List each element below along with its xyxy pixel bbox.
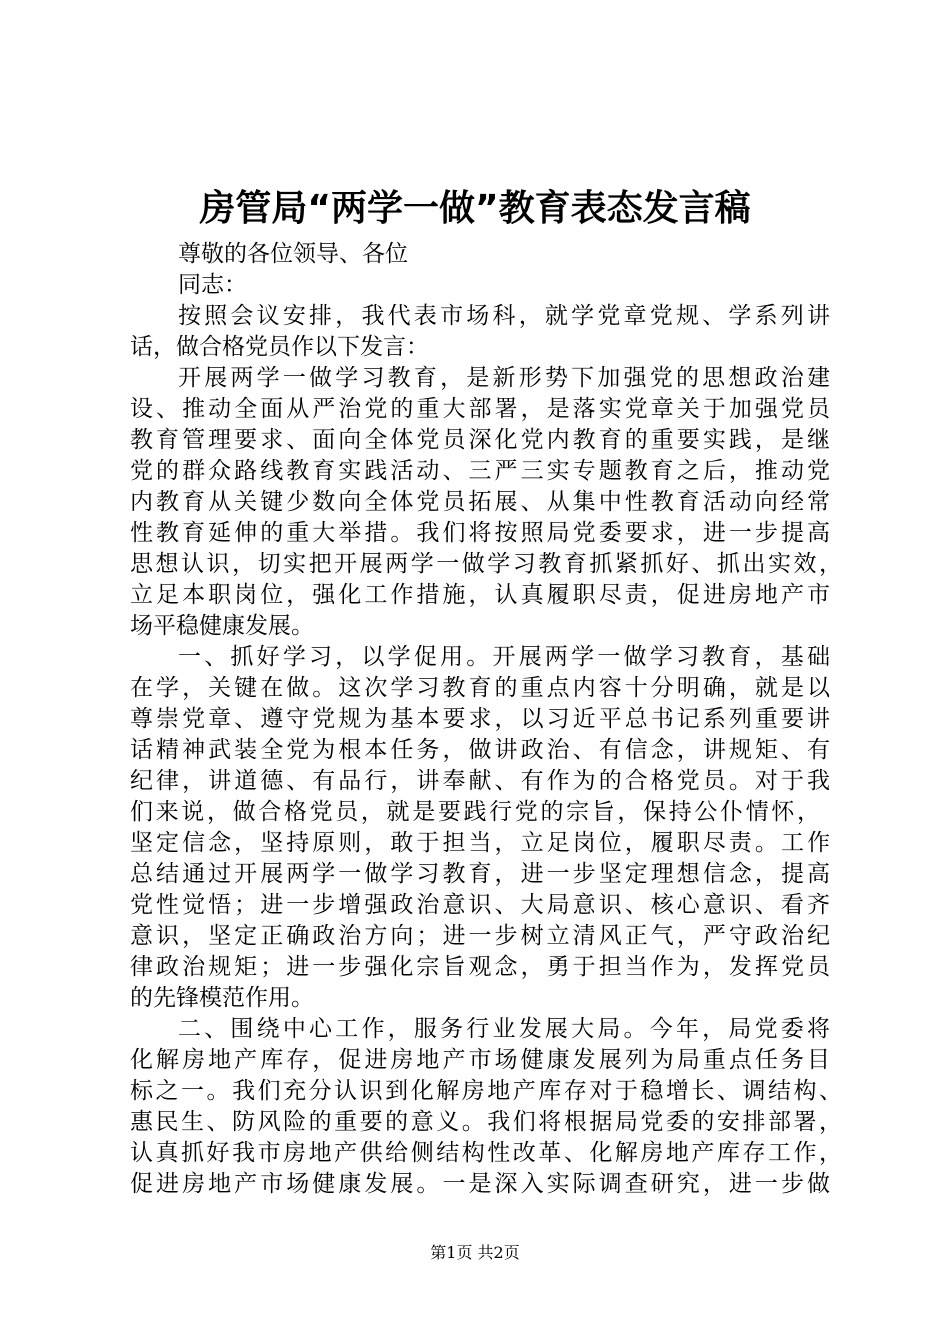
text-line: 坚定信念，坚持原则，敢于担当，立足岗位，履职尽责。工作 bbox=[130, 830, 830, 856]
text-line: 尊崇党章、遵守党规为基本要求，以习近平总书记系列重要讲 bbox=[130, 706, 830, 732]
text-line: 设、推动全面从严治党的重大部署，是落实党章关于加强党员 bbox=[130, 396, 830, 422]
text-line: 一、抓好学习，以学促用。开展两学一做学习教育，基础 bbox=[178, 644, 830, 670]
text-line: 同志： bbox=[178, 272, 247, 298]
page-number: 第1页 共2页 bbox=[430, 1243, 520, 1262]
text-line: 思想认识，切实把开展两学一做学习教育抓紧抓好、抓出实效， bbox=[130, 551, 842, 577]
text-line: 纪律，讲道德、有品行，讲奉献、有作为的合格党员。对于我 bbox=[130, 768, 830, 794]
text-line: 内教育从关键少数向全体党员拓展、从集中性教育活动向经常 bbox=[130, 489, 830, 515]
text-line: 教育管理要求、面向全体党员深化党内教育的重要实践，是继 bbox=[130, 427, 830, 453]
text-line: 意识，坚定正确政治方向；进一步树立清风正气，严守政治纪 bbox=[130, 923, 830, 949]
text-line: 党性觉悟；进一步增强政治意识、大局意识、核心意识、看齐 bbox=[130, 892, 830, 918]
text-line: 话精神武装全党为根本任务，做讲政治、有信念，讲规矩、有 bbox=[130, 737, 830, 763]
text-line: 党的群众路线教育实践活动、三严三实专题教育之后，推动党 bbox=[130, 458, 830, 484]
text-line: 话，做合格党员作以下发言： bbox=[130, 334, 429, 360]
text-line: 惠民生、防风险的重要的意义。我们将根据局党委的安排部署， bbox=[130, 1109, 842, 1135]
text-line: 的先锋模范作用。 bbox=[130, 985, 314, 1011]
text-line: 立足本职岗位，强化工作措施，认真履职尽责，促进房地产市 bbox=[130, 582, 830, 608]
text-line: 们来说，做合格党员，就是要践行党的宗旨，保持公仆情怀， bbox=[130, 799, 820, 825]
text-line: 化解房地产库存，促进房地产市场健康发展列为局重点任务目 bbox=[130, 1047, 830, 1073]
text-line: 标之一。我们充分认识到化解房地产库存对于稳增长、调结构、 bbox=[130, 1078, 842, 1104]
text-line: 在学，关键在做。这次学习教育的重点内容十分明确，就是以 bbox=[130, 675, 830, 701]
text-line: 按照会议安排，我代表市场科，就学党章党规、学系列讲 bbox=[178, 303, 830, 329]
text-line: 总结通过开展两学一做学习教育，进一步坚定理想信念，提高 bbox=[130, 861, 830, 887]
document-title: 房管局“两学一做”教育表态发言稿 bbox=[199, 188, 751, 229]
text-line: 二、围绕中心工作，服务行业发展大局。今年，局党委将 bbox=[178, 1016, 830, 1042]
text-line: 促进房地产市场健康发展。一是深入实际调查研究，进一步做 bbox=[130, 1171, 830, 1197]
text-line: 认真抓好我市房地产供给侧结构性改革、化解房地产库存工作， bbox=[130, 1140, 842, 1166]
text-line: 尊敬的各位领导、各位 bbox=[178, 241, 408, 267]
text-line: 开展两学一做学习教育，是新形势下加强党的思想政治建 bbox=[178, 365, 830, 391]
text-line: 场平稳健康发展。 bbox=[130, 613, 314, 639]
text-line: 律政治规矩；进一步强化宗旨观念，勇于担当作为，发挥党员 bbox=[130, 954, 830, 980]
text-line: 性教育延伸的重大举措。我们将按照局党委要求，进一步提高 bbox=[130, 520, 830, 546]
